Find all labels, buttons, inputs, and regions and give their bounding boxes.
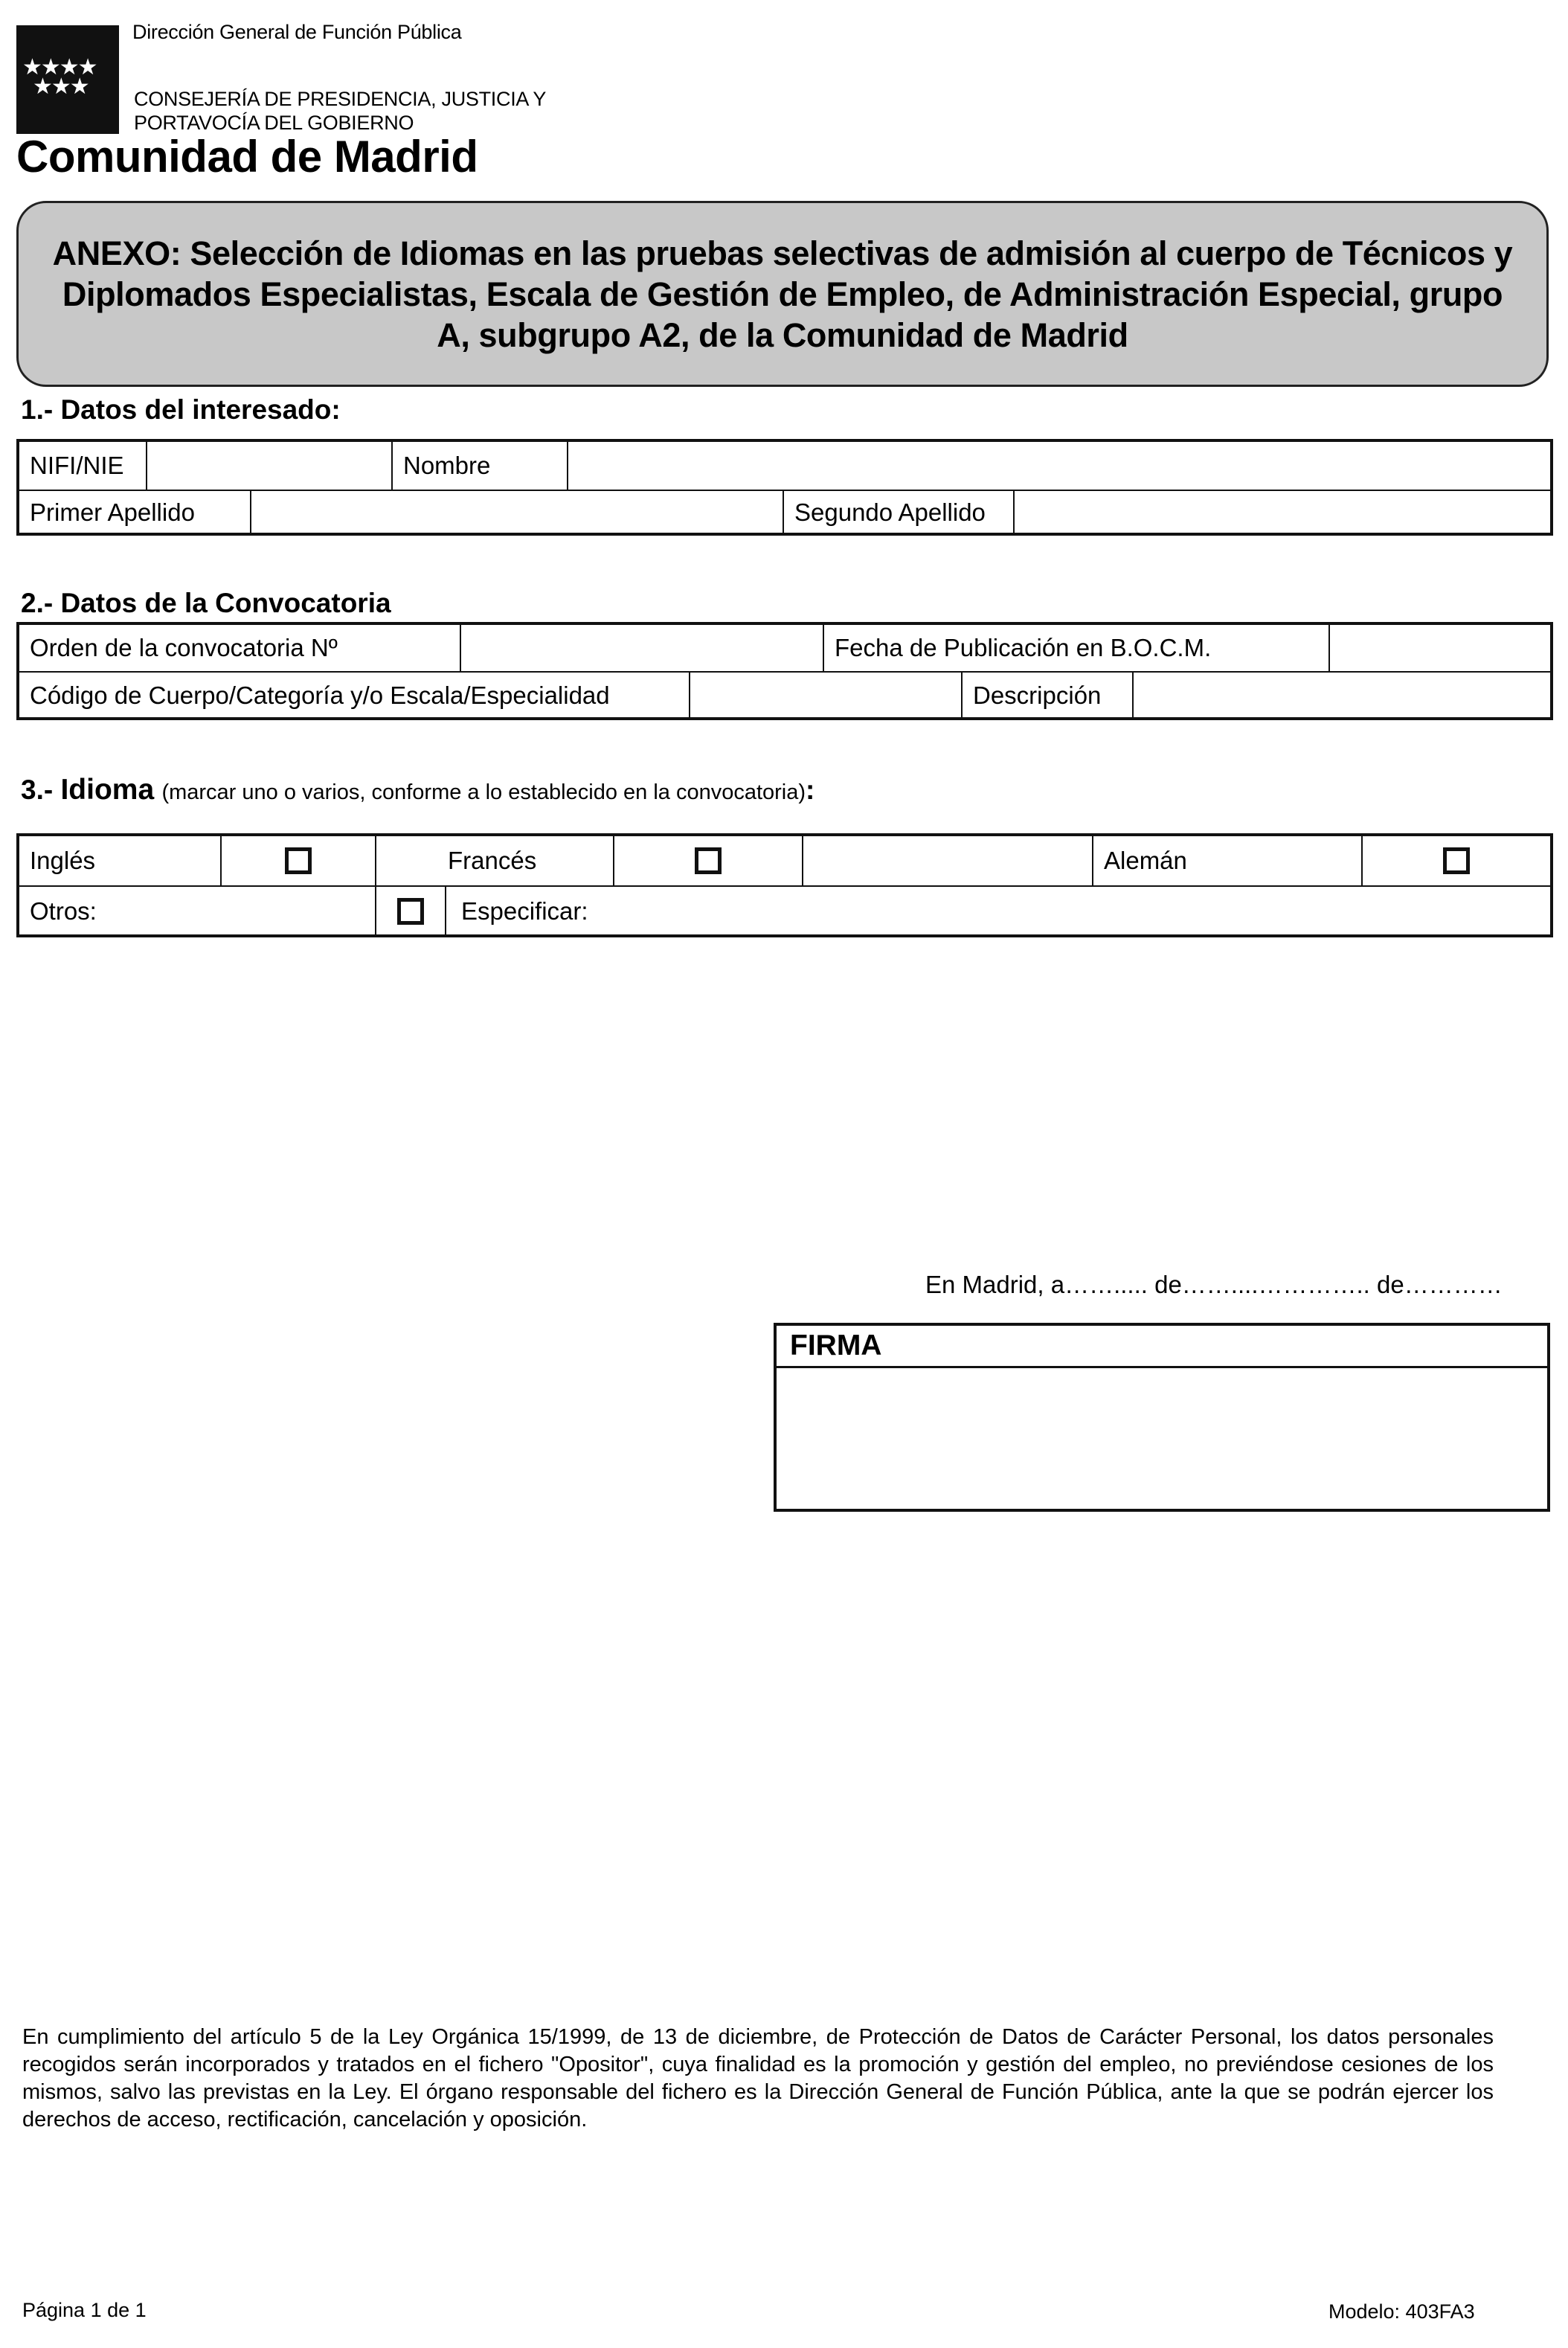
ingles-label: Inglés [30, 847, 96, 874]
otros-label: Otros: [30, 897, 97, 925]
nif-label: NIFI/NIE [30, 452, 124, 479]
primer-apellido-input[interactable] [250, 491, 783, 534]
codigo-label: Código de Cuerpo/Categoría y/o Escala/Especialidad [30, 681, 610, 709]
nif-input[interactable] [146, 442, 391, 490]
especificar-field[interactable] [445, 887, 1550, 936]
orden-label: Orden de la convocatoria Nº [30, 634, 338, 661]
language-row-1 [19, 836, 1550, 885]
section-3-heading: 3.- Idioma (marcar uno o varios, conforme a lo establecido en la convocatoria): [21, 774, 815, 806]
section-2-heading: 2.- Datos de la Convocatoria [21, 588, 391, 618]
frances-label: Francés [375, 836, 613, 885]
orden-input[interactable] [460, 625, 823, 671]
ingles-checkbox-cell [220, 836, 375, 885]
model-number: Modelo: 403FA3 [1328, 2300, 1475, 2323]
applicant-data-table [16, 439, 1553, 536]
aleman-checkbox[interactable] [1443, 847, 1470, 874]
frances-checkbox[interactable] [695, 847, 722, 874]
convocatoria-table [16, 622, 1553, 720]
frances-checkbox-cell [613, 836, 802, 885]
codigo-input[interactable] [689, 673, 961, 719]
especificar-label: Especificar: [461, 897, 588, 925]
segundo-apellido-label: Segundo Apellido [783, 491, 1013, 534]
primer-apellido-label: Primer Apellido [30, 498, 195, 526]
descripcion-input[interactable] [1132, 673, 1550, 719]
title-banner [16, 201, 1549, 387]
language-row-2 [19, 885, 1550, 936]
directorate-name: Dirección General de Función Pública [132, 21, 462, 43]
date-line: En Madrid, a……..... de……....………….. de………… [925, 1271, 1503, 1298]
convocatoria-row-2 [19, 671, 1550, 719]
convocatoria-row-1 [19, 625, 1550, 671]
firma-label: FIRMA [777, 1326, 1547, 1368]
fecha-publicacion-label: Fecha de Publicación en B.O.C.M. [823, 625, 1328, 671]
descripcion-label: Descripción [961, 673, 1132, 719]
firma-box[interactable] [774, 1323, 1550, 1512]
applicant-row-1 [19, 442, 1550, 490]
aleman-checkbox-cell [1361, 836, 1550, 885]
nombre-label: Nombre [391, 442, 567, 490]
fecha-publicacion-input[interactable] [1328, 625, 1550, 671]
stars-icon: ★★★★ ★★★ [22, 54, 97, 100]
comunidad-madrid-logo [16, 25, 119, 134]
ministry-line-2: PORTAVOCÍA DEL GOBIERNO [134, 112, 414, 134]
segundo-apellido-input[interactable] [1013, 491, 1550, 534]
aleman-label: Alemán [1092, 836, 1361, 885]
blank-cell [802, 836, 1092, 885]
brand-title: Comunidad de Madrid [16, 132, 478, 182]
section-1-heading: 1.- Datos del interesado: [21, 394, 341, 425]
otros-checkbox[interactable] [397, 898, 424, 925]
applicant-row-2 [19, 490, 1550, 534]
page-number: Página 1 de 1 [22, 2299, 147, 2321]
ingles-checkbox[interactable] [285, 847, 312, 874]
document-title: ANEXO: Selección de Idiomas en las pruebas selectivas de admisión al cuerpo de Técnicos y Diplomados Especialistas, Escala de Gestión de Empleo, de Administración Especial, grupo A, subgrupo A2, de la Comunidad de Madrid [52, 234, 1513, 354]
nombre-input[interactable] [567, 442, 1550, 490]
ministry-line-1: CONSEJERÍA DE PRESIDENCIA, JUSTICIA Y [134, 88, 547, 110]
otros-checkbox-cell [375, 887, 445, 936]
language-table [16, 833, 1553, 937]
data-protection-notice: En cumplimiento del artículo 5 de la Ley Orgánica 15/1999, de 13 de diciembre, de Protección de Datos de Carácter Personal, los datos personales recogidos serán incorporados y tratados en el fichero "Opositor", cuya finalidad es la promoción y gestión del empleo, no previéndose cesiones de los mismos, salvo las previstas en la Ley. El órgano responsable del fichero es la Dirección General de Función Pública, ante la que se podrán ejercer los derechos de acceso, rectificación, cancelación y oposición. [22, 2025, 1494, 2132]
